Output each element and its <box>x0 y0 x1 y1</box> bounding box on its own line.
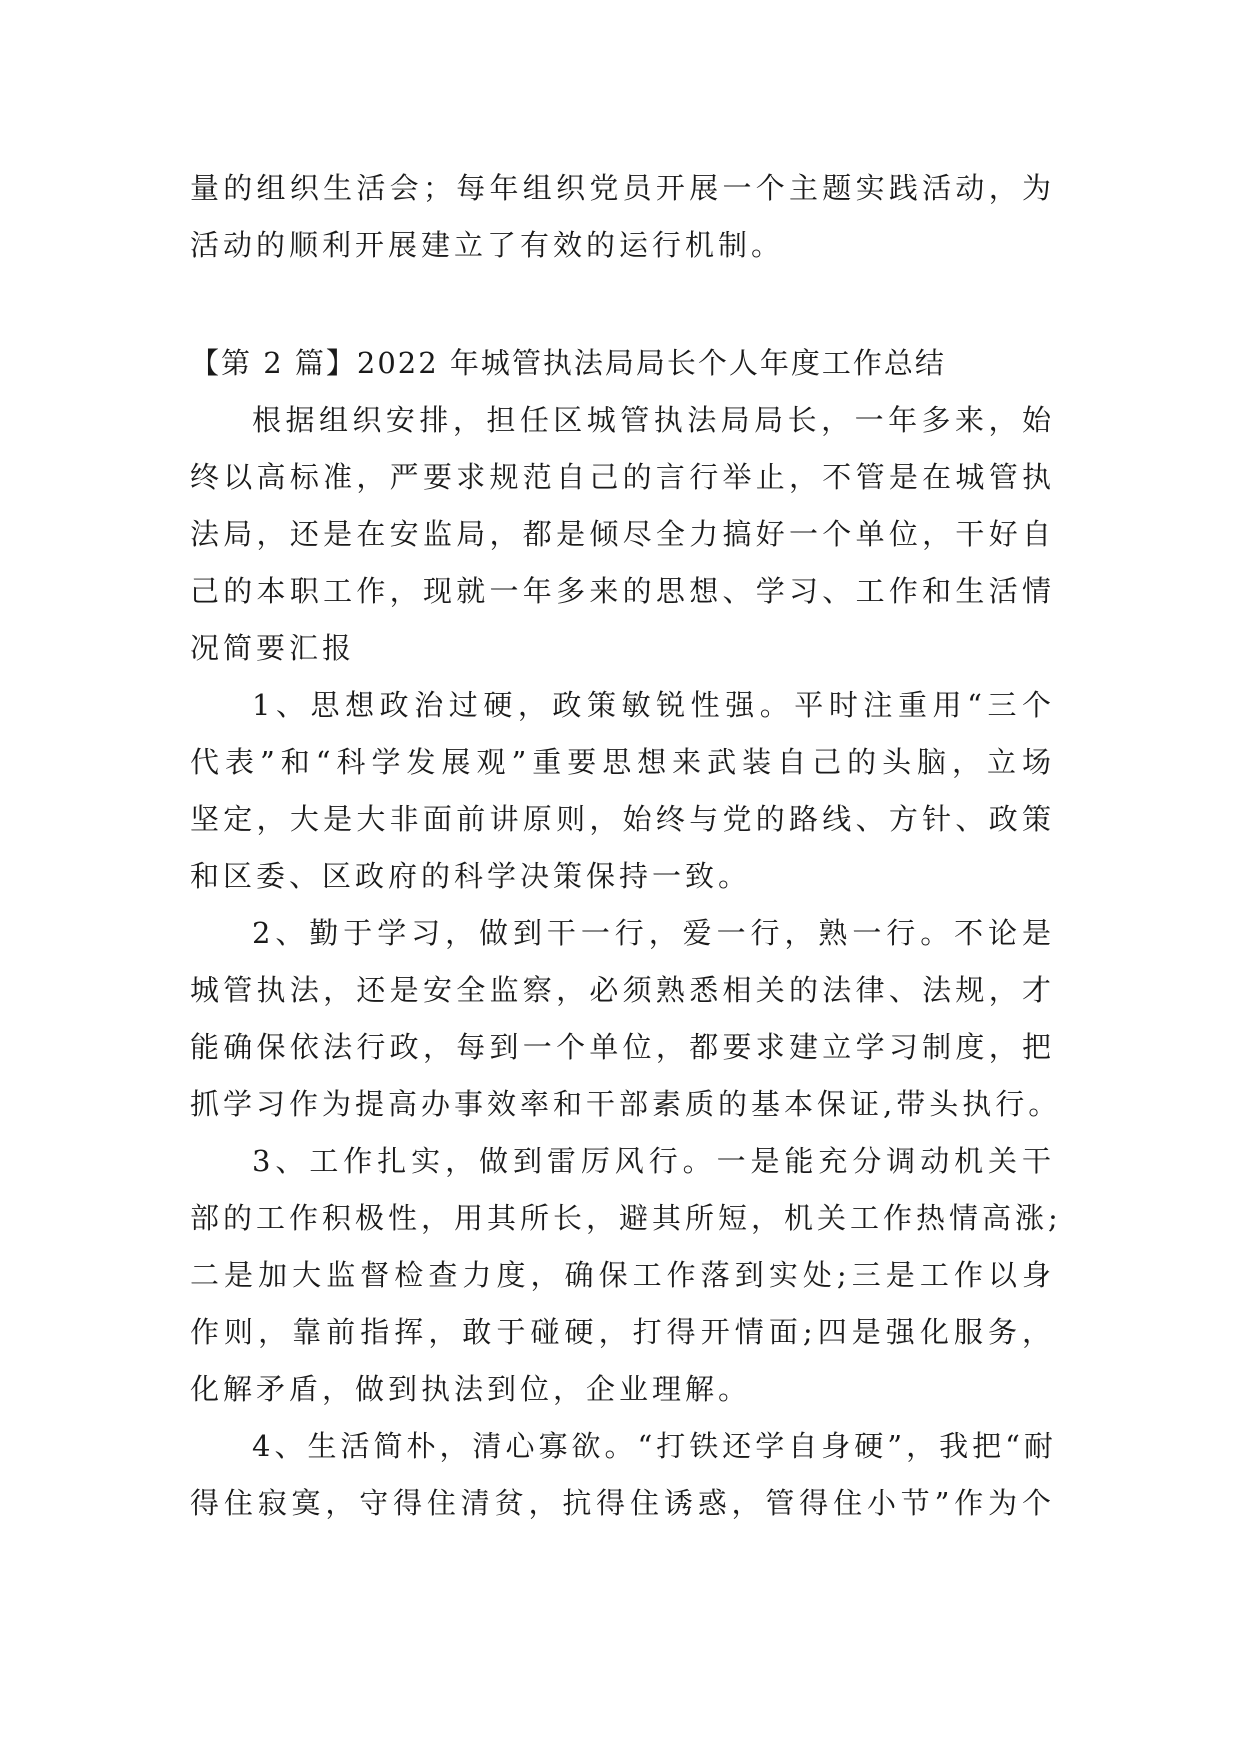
paragraph-line: 二是加大监督检查力度，确保工作落到实处;三是工作以身 <box>190 1258 1055 1292</box>
paragraph-line: 部的工作积极性，用其所长，避其所短，机关工作热情高涨; <box>190 1201 1062 1235</box>
paragraph-line: 作则，靠前指挥，敢于碰硬，打得开情面;四是强化服务， <box>190 1315 1055 1349</box>
paragraph-line: 法局，还是在安监局，都是倾尽全力搞好一个单位，干好自 <box>190 517 1055 551</box>
paragraph-line: 城管执法，还是安全监察，必须熟悉相关的法律、法规，才 <box>190 973 1055 1007</box>
point-4-paragraph <box>190 1418 1055 1532</box>
section-heading: 【第 2 篇】2022 年城管执法局局长个人年度工作总结 <box>190 346 946 380</box>
paragraph-line: 活动的顺利开展建立了有效的运行机制。 <box>190 228 785 262</box>
paragraph-line: 终以高标准，严要求规范自己的言行举止，不管是在城管执 <box>190 460 1055 494</box>
paragraph-line: 2、勤于学习，做到干一行，爱一行，熟一行。不论是 <box>252 916 1055 950</box>
paragraph-line: 量的组织生活会；每年组织党员开展一个主题实践活动，为 <box>190 171 1055 205</box>
paragraph-line: 化解矛盾，做到执法到位，企业理解。 <box>190 1372 752 1406</box>
paragraph-line: 能确保依法行政，每到一个单位，都要求建立学习制度，把 <box>190 1030 1055 1064</box>
paragraph-line: 抓学习作为提高办事效率和干部素质的基本保证,带头执行。 <box>190 1087 1062 1121</box>
paragraph-line: 况简要汇报 <box>190 631 356 665</box>
point-2-paragraph <box>190 905 1062 1133</box>
document-page <box>190 160 1062 1532</box>
paragraph-line: 己的本职工作，现就一年多来的思想、学习、工作和生活情 <box>190 574 1055 608</box>
paragraph-line: 和区委、区政府的科学决策保持一致。 <box>190 859 752 893</box>
paragraph-line: 1、思想政治过硬，政策敏锐性强。平时注重用“三个 <box>252 688 1055 722</box>
point-1-paragraph <box>190 677 1055 905</box>
paragraph-line: 坚定，大是大非面前讲原则，始终与党的路线、方针、政策 <box>190 802 1055 836</box>
point-3-paragraph <box>190 1133 1062 1418</box>
paragraph-line: 根据组织安排，担任区城管执法局局长，一年多来，始 <box>252 403 1055 437</box>
paragraph-line: 代表”和“科学发展观”重要思想来武装自己的头脑，立场 <box>190 745 1055 779</box>
paragraph-line: 得住寂寞，守得住清贫，抗得住诱惑，管得住小节”作为个 <box>190 1486 1055 1520</box>
paragraph-line: 3、工作扎实，做到雷厉风行。一是能充分调动机关干 <box>252 1144 1055 1178</box>
paragraph-line: 4、生活简朴，清心寡欲。“打铁还学自身硬”，我把“耐 <box>252 1429 1057 1463</box>
intro-paragraph <box>190 392 1055 677</box>
previous-paragraph <box>190 160 1055 274</box>
